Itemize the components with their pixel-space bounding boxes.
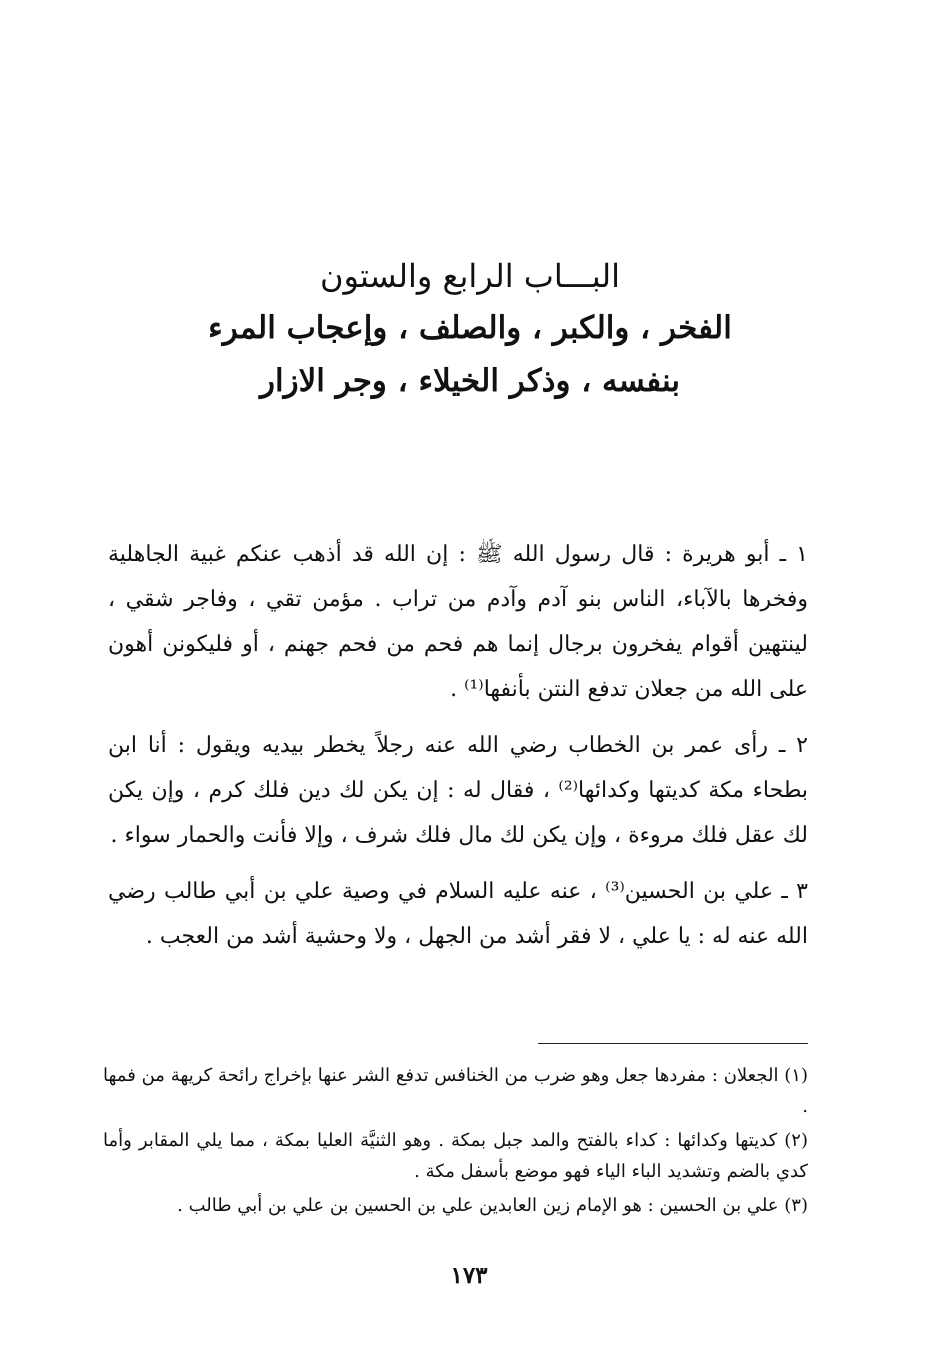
page-number: ١٧٣ xyxy=(450,1262,488,1289)
main-text xyxy=(108,532,808,970)
chapter-heading xyxy=(100,250,840,408)
chapter-title: البـــاب الرابع والستون xyxy=(319,257,621,295)
paragraph-2: ٢ ـ رأى عمر بن الخطاب رضي الله عنه رجلاً يخطر بيديه ويقول : أنا ابن بطحاء مكة كديتها وكدائها⁽²⁾ ، فقال له : إن يكن لك دين فلك كرم ، وإن يكن لك عقل فلك مروءة ، وإن يكن لك مال فلك شرف ، وإلا فأنت والحمار سواء . xyxy=(108,733,808,848)
footnote-2: (٢) كديتها وكدائها : كداء بالفتح والمد جبل بمكة . وهو الثنيَّة العليا بمكة ، مما يلي المقابر وأما كدي بالضم وتشديد الباء الياء فهو موضع بأسفل مكة . xyxy=(103,1130,808,1182)
paragraph-1: ١ ـ أبو هريرة : قال رسول الله ﷺ : إن الله قد أذهب عنكم غبية الجاهلية وفخرها بالآباء، الناس بنو آدم وآدم من تراب . مؤمن تقي ، وفاجر شقي ، لينتهين أقوام يفخرون برجال إنما هم فحم من فحم جهنم ، أو فليكونن أهون على الله من جعلان تدفع النتن بأنفها⁽¹⁾ . xyxy=(108,542,808,702)
chapter-subtitle-line-2: بنفسه ، وذكر الخيلاء ، وجر الازار xyxy=(260,363,680,399)
paragraph-3: ٣ ـ علي بن الحسين⁽³⁾ ، عنه عليه السلام في وصية علي بن أبي طالب رضي الله عنه له : يا علي ، لا فقر أشد من الجهل ، ولا وحشية أشد من العجب . xyxy=(108,879,808,949)
chapter-subtitle-line-1: الفخر ، والكبر ، والصلف ، وإعجاب المرء xyxy=(208,310,732,346)
footnote-separator xyxy=(538,1043,808,1044)
footnote-1: (١) الجعلان : مفردها جعل وهو ضرب من الخنافس تدفع الشر عنها بإخراج رائحة كريهة من فمها . xyxy=(103,1065,808,1117)
footnote-3: (٣) علي بن الحسين : هو الإمام زين العابدين علي بن الحسين بن علي بن أبي طالب . xyxy=(177,1195,808,1216)
footnotes xyxy=(103,1060,808,1224)
